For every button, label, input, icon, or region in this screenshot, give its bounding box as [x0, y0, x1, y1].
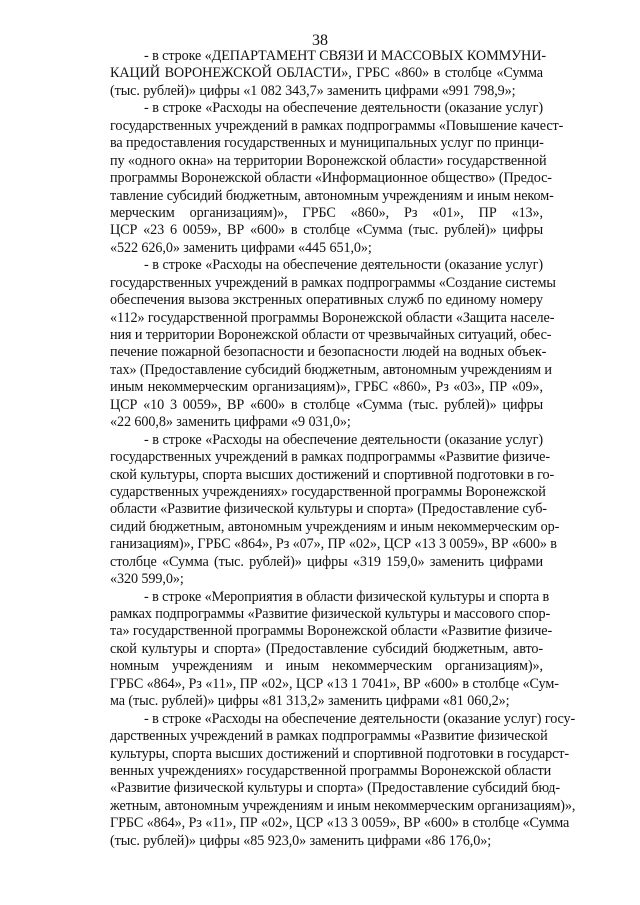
text-line: - в строке «Мероприятия в области физической культуры и спорта в: [144, 588, 550, 605]
text-line: - в строке «Расходы на обеспечение деятельности (оказание услуг): [144, 100, 543, 117]
text-line: та» государственной программы Воронежской области «Развитие физиче-: [110, 623, 553, 640]
text-line: ва предоставления государственных и муниципальных услуг по принци-: [110, 135, 544, 152]
text-line: печение пожарной безопасности и безопасности людей на водных объек-: [110, 344, 547, 361]
paragraph: [110, 48, 546, 100]
text-line: «522 626,0» заменить цифрами «445 651,0»;: [110, 239, 372, 256]
text-line: сидий бюджетным, автономным учреждениям и иным некоммерческим ор-: [110, 518, 560, 535]
page-number: 38: [312, 32, 328, 49]
text-line: ЦСР «10 3 0059», ВР «600» в столбце «Сумма (тыс. рублей)» цифры: [110, 396, 543, 413]
text-line: государственных учреждений в рамках подпрограммы «Повышение качест-: [110, 117, 564, 134]
text-line: - в строке «Расходы на обеспечение деятельности (оказание услуг) госу-: [144, 710, 576, 727]
text-line: ЦСР «23 6 0059», ВР «600» в столбце «Сумма (тыс. рублей)» цифры: [110, 222, 543, 239]
paragraph: [110, 100, 564, 257]
text-line: «22 600,8» заменить цифрами «9 031,0»;: [110, 414, 351, 431]
text-line: иным некоммерческим организациям)», ГРБС «860», Рз «03», ПР «09»,: [110, 379, 543, 396]
text-line: обеспечения вызова экстренных оперативных служб по единому номеру: [110, 292, 543, 309]
text-line: столбце «Сумма (тыс. рублей)» цифры «319 159,0» заменить цифрами: [110, 553, 543, 570]
text-line: ганизациям)», ГРБС «864», Рз «07», ПР «02», ЦСР «13 3 0059», ВР «600» в: [110, 536, 557, 553]
text-line: - в строке «ДЕПАРТАМЕНТ СВЯЗИ И МАССОВЫХ КОММУНИ-: [144, 48, 546, 64]
text-line: «Развитие физической культуры и спорта» (Предоставление субсидий бюд-: [110, 780, 561, 797]
text-line: ма (тыс. рублей)» цифры «81 313,2» заменить цифрами «81 060,2»;: [110, 693, 510, 710]
text-line: (тыс. рублей)» цифры «85 923,0» заменить цифрами «86 176,0»;: [110, 832, 492, 849]
text-line: мерческим организациям)», ГРБС «860», Рз «01», ПР «13»,: [110, 204, 543, 221]
paragraph: [110, 431, 560, 589]
text-line: ской культуры, спорта высших достижений и спортивной подготовки в го-: [110, 466, 555, 483]
text-line: ния и территории Воронежской области от чрезвычайных ситуаций, обес-: [110, 327, 552, 343]
text-line: культуры, спорта высших достижений и спортивной подготовки в государст-: [110, 745, 570, 762]
text-line: рамках подпрограммы «Развитие физической культуры и массового спор-: [110, 606, 551, 622]
text-line: тавление субсидий бюджетным, автономным учреждениям и иным неком-: [110, 187, 554, 204]
text-line: ской культуры и спорта» (Предоставление субсидий бюджетным, авто-: [110, 640, 543, 657]
text-line: - в строке «Расходы на обеспечение деятельности (оказание услуг): [144, 257, 543, 274]
text-line: ГРБС «864», Рз «11», ПР «02», ЦСР «13 3 0059», ВР «600» в столбце «Сумма: [110, 815, 570, 832]
text-line: тах» (Предоставление субсидий бюджетным, автономным учреждениям и: [110, 361, 552, 378]
text-line: сударственных учреждениях» государственной программы Воронежской: [110, 483, 546, 500]
text-line: «112» государственной программы Воронежской области «Защита населе-: [110, 309, 555, 326]
paragraph: [110, 257, 556, 431]
text-line: государственных учреждений в рамках подпрограммы «Создание системы: [110, 274, 556, 291]
text-line: жетным, автономным учреждениям и иным некоммерческим организациям)»,: [110, 797, 576, 814]
paragraph: [110, 710, 576, 851]
text-line: программы Воронежской области «Информационное общество» (Предос-: [110, 170, 552, 187]
text-line: КАЦИЙ ВОРОНЕЖСКОЙ ОБЛАСТИ», ГРБС «860» в столбце «Сумма: [110, 65, 543, 82]
paragraph: [110, 588, 559, 711]
text-line: дарственных учреждений в рамках подпрограммы «Развитие физической: [110, 728, 548, 745]
text-line: (тыс. рублей)» цифры «1 082 343,7» заменить цифрами «991 798,9»;: [110, 82, 516, 99]
text-line: области «Развитие физической культуры и спорта» (Предоставление суб-: [110, 501, 547, 518]
document-body: [110, 48, 576, 850]
text-line: - в строке «Расходы на обеспечение деятельности (оказание услуг): [144, 431, 543, 448]
text-line: пу «одного окна» на территории Воронежской области» государственной: [110, 152, 547, 169]
text-line: ГРБС «864», Рз «11», ПР «02», ЦСР «13 1 7041», ВР «600» в столбце «Сум-: [110, 675, 559, 692]
text-line: государственных учреждений в рамках подпрограммы «Развитие физиче-: [110, 449, 550, 466]
text-line: «320 599,0»;: [110, 571, 184, 588]
text-line: венных учреждениях» государственной программы Воронежской области: [110, 762, 552, 779]
text-line: номным учреждениям и иным некоммерческим организациям)»,: [110, 658, 543, 675]
